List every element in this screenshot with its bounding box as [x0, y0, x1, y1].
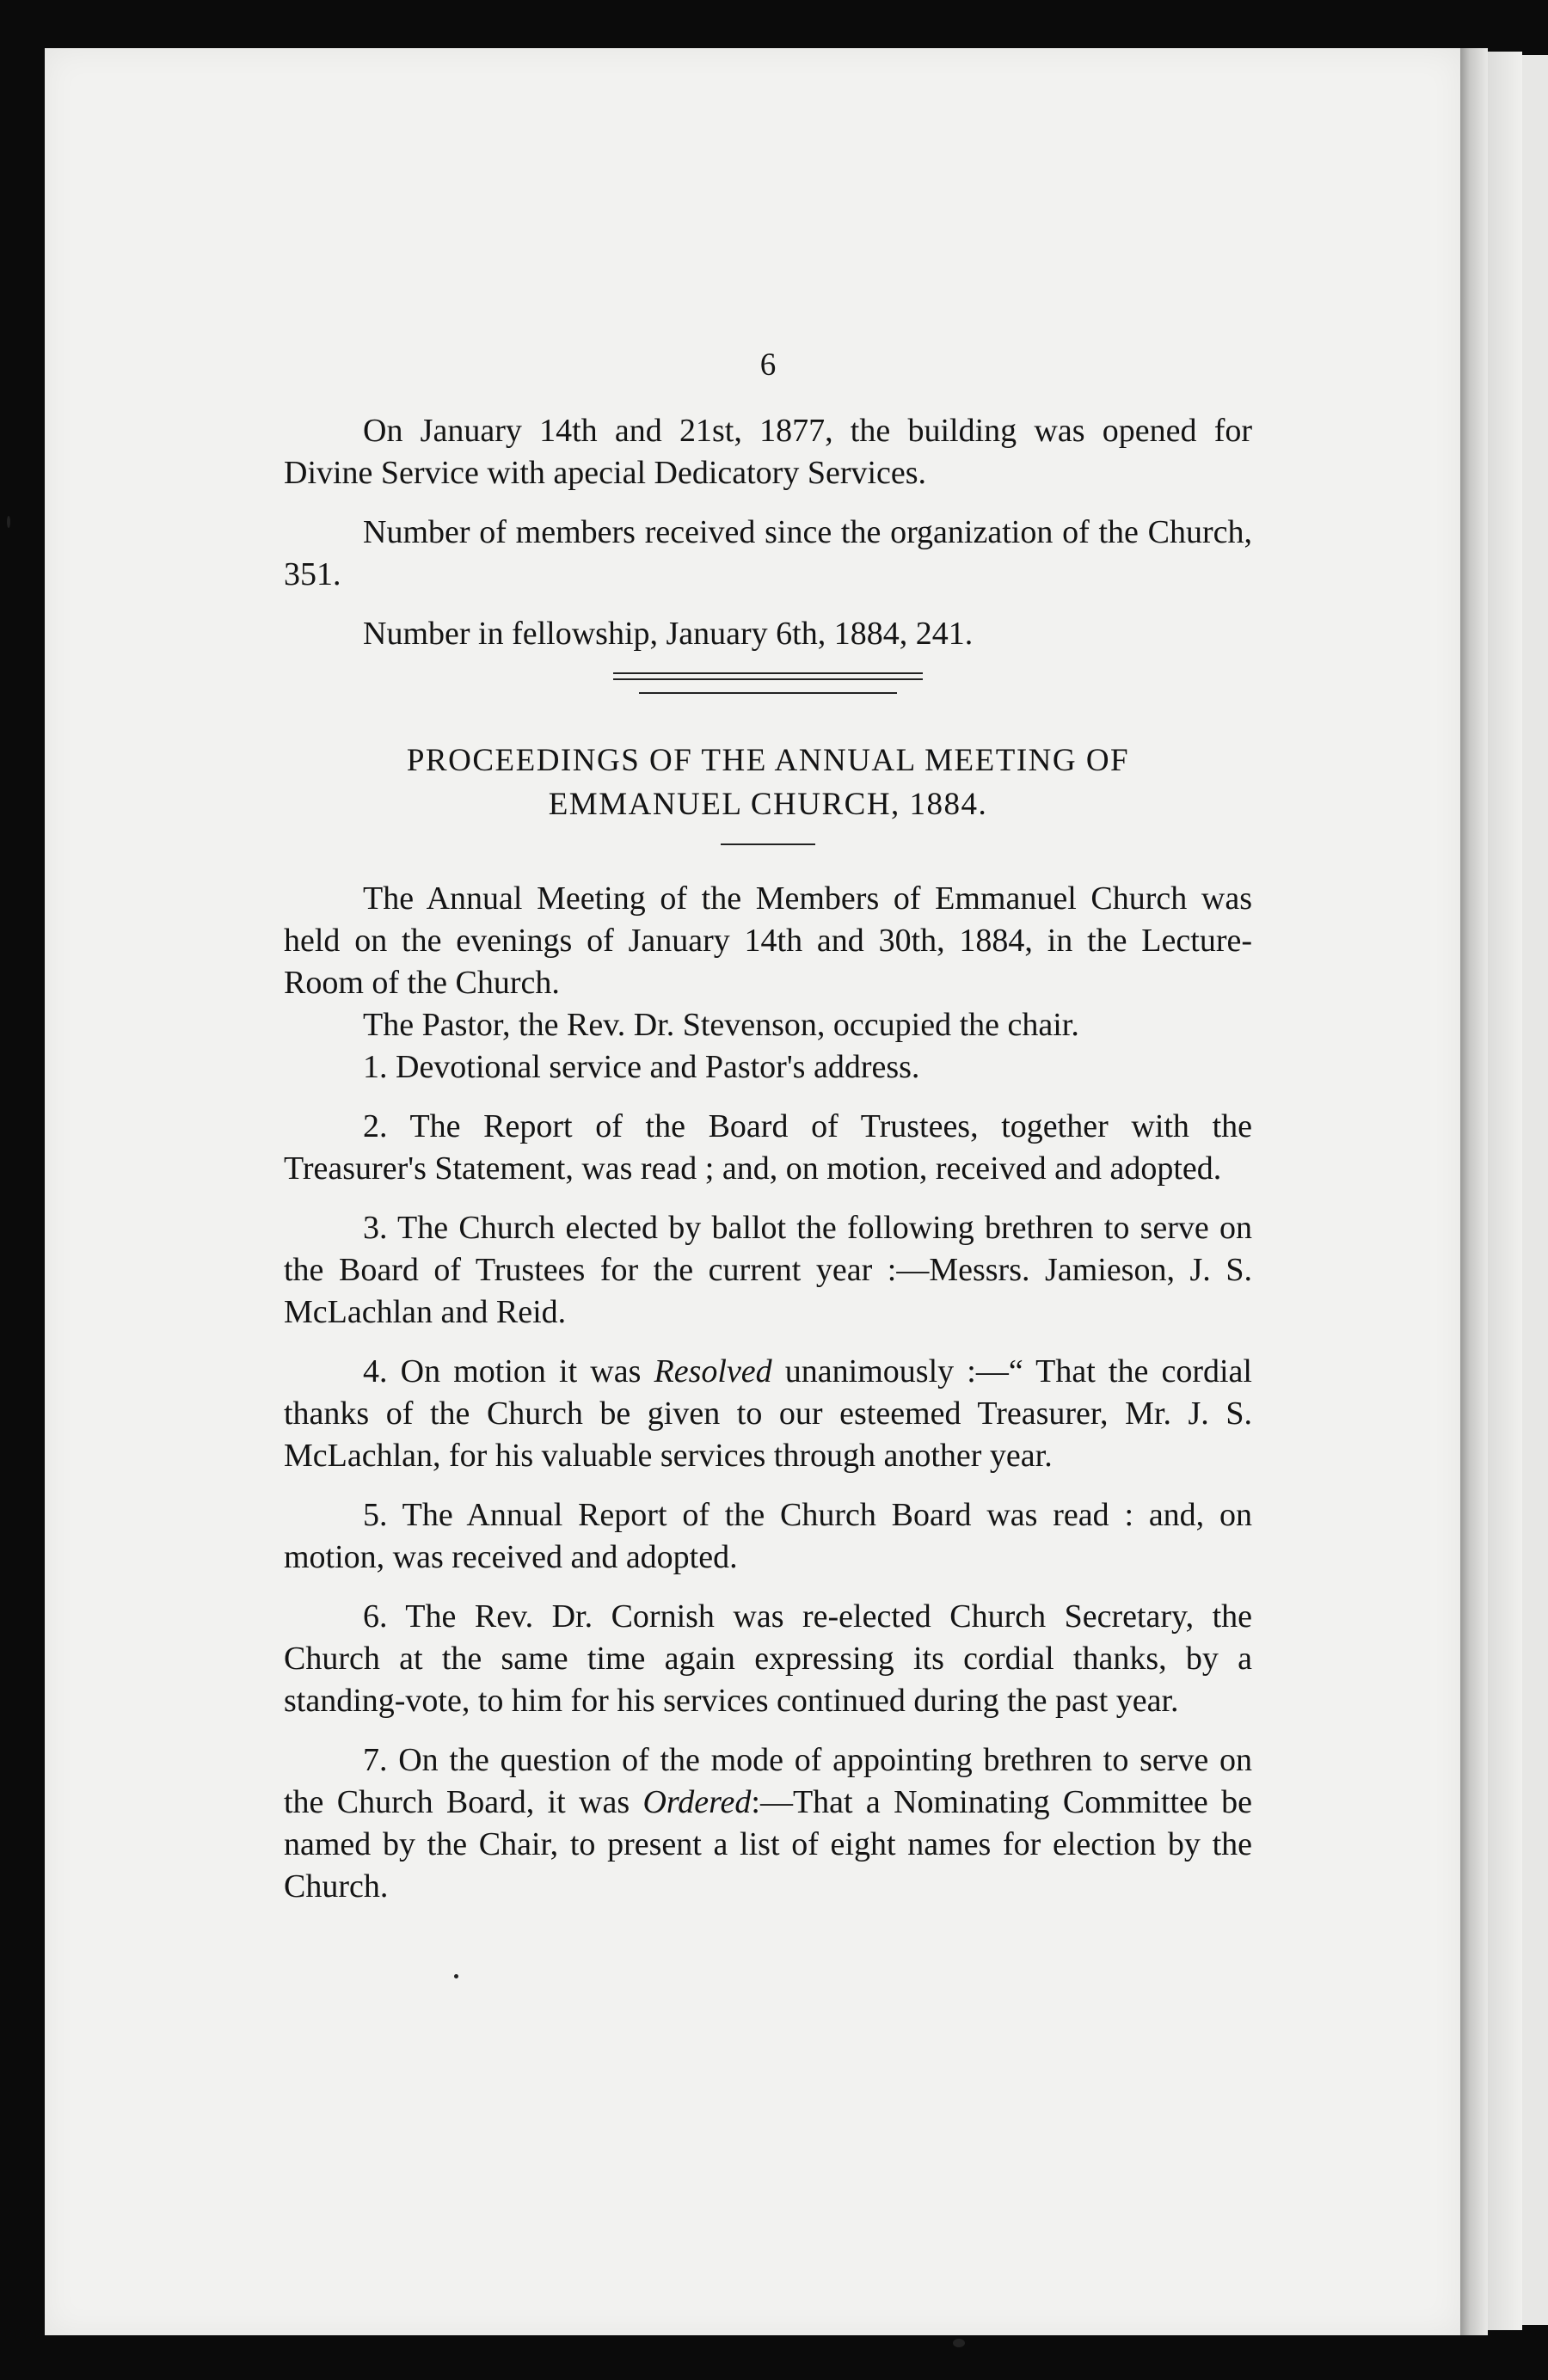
paragraph-pastor-chair: The Pastor, the Rev. Dr. Stevenson, occupied the chair.	[363, 1007, 1079, 1043]
scan-speck	[953, 2339, 965, 2347]
item-7-ordered: Ordered	[642, 1784, 752, 1820]
section-heading	[284, 739, 1252, 826]
page-number: 6	[759, 347, 777, 383]
item-4	[284, 1351, 1252, 1477]
item-3: 3. The Church elected by ballot the following brethren to serve on the Board of Trustees for the current year :—Messrs. Jamieson, J. S. McLachlan and Reid.	[284, 1210, 1252, 1330]
item-4-resolved: Resolved	[654, 1353, 772, 1389]
adjacent-page-edge-outer	[1522, 55, 1548, 2325]
item-7-text-end: :—That a Nominating Committee be named by the Chair, to present a list of eight names for election by the Church.	[284, 1784, 1252, 1905]
item-7-text-start: 7. On the question of the mode of appointing brethren to serve on the Church Board, it was	[284, 1742, 1252, 1820]
item-6: 6. The Rev. Dr. Cornish was re-elected Church Secretary, the Church at the same time again expressing its cordial thanks, by a standing-vote, to him for his services continued during the past year.	[284, 1598, 1252, 1719]
double-rule-divider	[613, 672, 923, 680]
item-5: 5. The Annual Report of the Church Board was read : and, on motion, was received and adopted.	[284, 1497, 1252, 1575]
paragraph-members-received: Number of members received since the organization of the Church, 351.	[284, 514, 1252, 592]
scan-speck	[454, 1974, 458, 1978]
item-4-text-start: 4. On motion it was	[363, 1353, 654, 1389]
paragraph-opening-services: On January 14th and 21st, 1877, the building was opened for Divine Service with apecial Dedicatory Services.	[284, 413, 1252, 491]
item-1: 1. Devotional service and Pastor's address.	[363, 1049, 920, 1085]
page-edge-shadow	[1460, 48, 1488, 2335]
short-rule-divider	[721, 843, 815, 845]
item-2: 2. The Report of the Board of Trustees, together with the Treasurer's Statement, was read ; and, on motion, received and adopted.	[284, 1108, 1252, 1187]
item-4-text-end: unanimously :—“ That the cordial thanks of the Church be given to our esteemed Treasurer, Mr. J. S. McLachlan, for his valuable services through another year.	[284, 1353, 1252, 1474]
section-heading-line-1: PROCEEDINGS OF THE ANNUAL MEETING OF	[406, 743, 1130, 778]
section-heading-line-2: EMMANUEL CHURCH, 1884.	[548, 787, 988, 822]
scan-speck	[7, 516, 10, 528]
paragraph-meeting-held: The Annual Meeting of the Members of Emmanuel Church was held on the evenings of January 14th and 30th, 1884, in the Lecture-Room of the Church.	[284, 880, 1252, 1001]
adjacent-page-edge	[1488, 52, 1522, 2330]
paragraph-fellowship-count: Number in fellowship, January 6th, 1884, 241.	[363, 616, 974, 652]
item-7	[284, 1739, 1252, 1908]
double-rule-divider-lower	[639, 684, 897, 694]
page-text	[284, 344, 1252, 1925]
